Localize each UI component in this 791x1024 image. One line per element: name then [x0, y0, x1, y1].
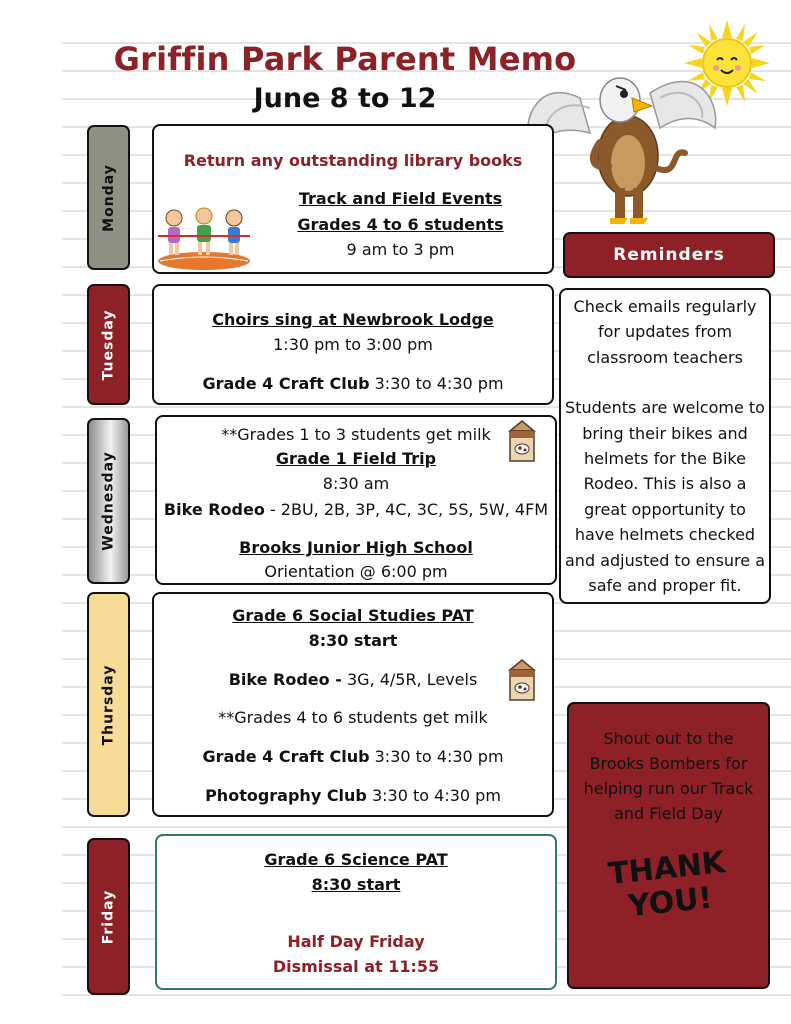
thursday-photography [154, 786, 552, 805]
thursday-milk: **Grades 4 to 6 students get milk [218, 708, 488, 727]
monday-track-field: Track and Field Events [298, 189, 503, 208]
memo-title: Griffin Park Parent Memo [113, 40, 577, 78]
friday-start: 8:30 start [311, 875, 401, 894]
monday-grades: Grades 4 to 6 students [297, 215, 504, 234]
thursday-craft-club-name: Grade 4 Craft Club [202, 747, 370, 766]
tab-friday-label: Friday [100, 889, 117, 944]
tab-tuesday [87, 284, 130, 405]
friday-dismissal: Dismissal at 11:55 [272, 957, 440, 976]
thursday-bike-rodeo-label: Bike Rodeo - [228, 670, 342, 689]
shoutout-text: Shout out to the Brooks Bombers for helping run our Track and Field Day [583, 729, 754, 823]
thank-you-line1: THANK [606, 845, 727, 893]
monday-box [152, 124, 554, 274]
monday-library-books: Return any outstanding library books [183, 151, 523, 170]
thursday-photography-time: 3:30 to 4:30 pm [371, 786, 501, 805]
thursday-bike-rodeo-classes: 3G, 4/5R, Levels [346, 670, 478, 689]
milk-carton-icon [502, 419, 542, 465]
tuesday-box [152, 284, 554, 405]
wednesday-brooks-jr-high: Brooks Junior High School [239, 538, 473, 557]
thursday-craft-club [154, 747, 552, 766]
wednesday-field-trip: Grade 1 Field Trip [275, 449, 437, 468]
tuesday-craft-club-time: 3:30 to 4:30 pm [374, 374, 504, 393]
tuesday-craft-club [154, 374, 552, 393]
friday-science-pat: Grade 6 Science PAT [264, 850, 448, 869]
friday-box [155, 834, 557, 990]
thursday-craft-club-time: 3:30 to 4:30 pm [374, 747, 504, 766]
wednesday-field-trip-time: 8:30 am [322, 474, 390, 493]
reminder-bike-rodeo: Students are welcome to bring their bikes and helmets for the Bike Rodeo. This is also a great opportunity to have helmets checked and adjusted to ensure a safe and proper fit. [565, 398, 765, 596]
shoutout-box [567, 702, 770, 989]
tab-thursday [87, 592, 130, 817]
tuesday-choir-time: 1:30 pm to 3:00 pm [273, 335, 433, 354]
tab-monday-label: Monday [100, 163, 117, 232]
wednesday-box [155, 415, 557, 585]
tab-monday [87, 125, 130, 270]
monday-time: 9 am to 3 pm [346, 240, 455, 259]
thank-you-lettering [566, 842, 771, 930]
thursday-photography-name: Photography Club [205, 786, 367, 805]
reminder-emails: Check emails regularly for updates from classroom teachers [573, 297, 757, 367]
milk-carton-icon [502, 658, 542, 704]
reminders-box [559, 288, 771, 604]
wednesday-orientation: Orientation @ 6:00 pm [264, 562, 448, 581]
runners-illustration [156, 206, 252, 270]
tab-wednesday-label: Wednesday [100, 451, 117, 551]
memo-date-range: June 8 to 12 [253, 83, 437, 114]
wednesday-bike-rodeo-label: Bike Rodeo [163, 500, 265, 519]
tab-thursday-label: Thursday [100, 664, 117, 745]
tab-friday [87, 838, 130, 995]
tuesday-choirs: Choirs sing at Newbrook Lodge [212, 310, 494, 329]
thursday-social-pat: Grade 6 Social Studies PAT [232, 606, 474, 625]
wednesday-bike-rodeo [157, 500, 555, 519]
wednesday-milk: **Grades 1 to 3 students get milk [221, 425, 491, 444]
friday-half-day: Half Day Friday [287, 932, 425, 951]
tab-tuesday-label: Tuesday [100, 309, 117, 380]
tab-wednesday [87, 418, 130, 584]
thursday-start: 8:30 start [308, 631, 398, 650]
thursday-bike-rodeo [154, 670, 552, 689]
thursday-box [152, 592, 554, 817]
tuesday-craft-club-name: Grade 4 Craft Club [202, 374, 370, 393]
wednesday-bike-rodeo-classes: - 2BU, 2B, 3P, 4C, 3C, 5S, 5W, 4FM [269, 500, 549, 519]
reminders-heading: Reminders [563, 232, 775, 278]
thank-you-line2: YOU! [626, 880, 714, 925]
